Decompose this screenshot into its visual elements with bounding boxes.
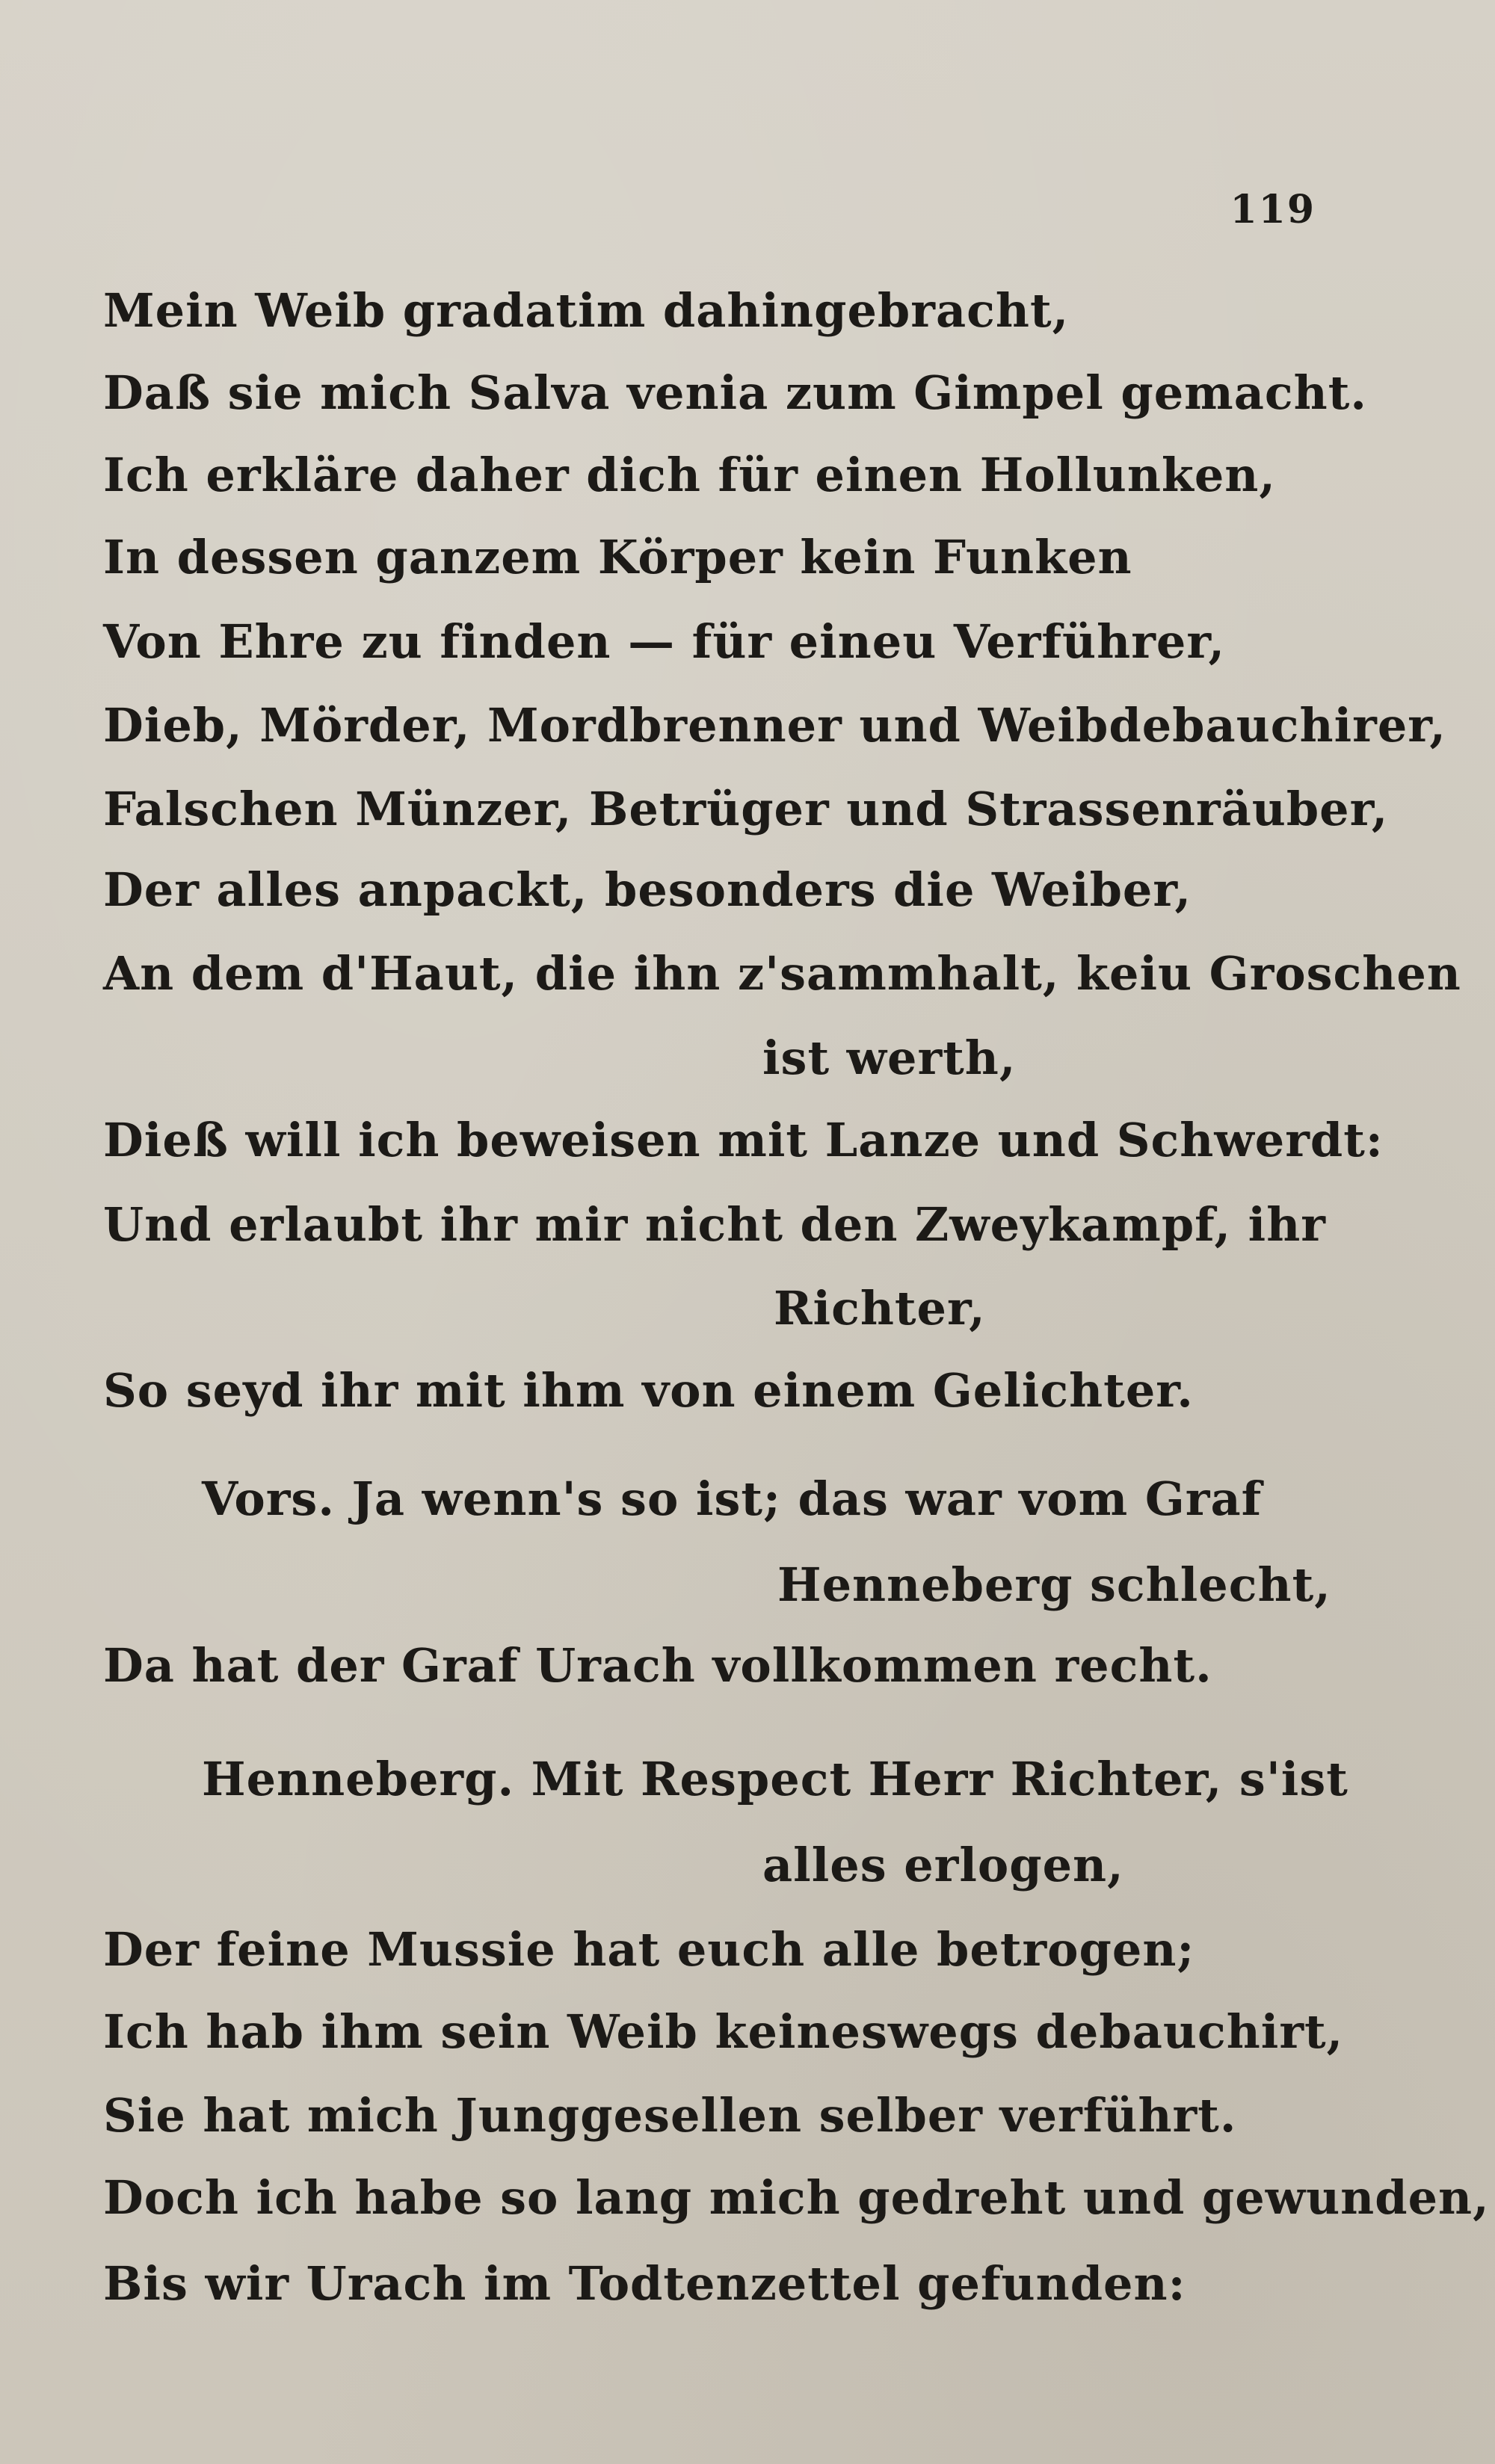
text-line: Ich hab ihm sein Weib keineswegs debauchirt, [103,2004,1344,2059]
text-line: So seyd ihr mit ihm von einem Gelichter. [103,1363,1194,1418]
text-line: Mein Weib gradatim dahingebracht, [103,283,1070,338]
text-line: Daß sie mich Salva venia zum Gimpel gemacht. [103,365,1367,420]
text-line: Dieß will ich beweisen mit Lanze und Schwerdt: [103,1113,1384,1167]
speaker-line: Vors. Ja wenn's so ist; das war vom Graf [202,1472,1263,1526]
text-line: Sie hat mich Junggesellen selber verführt. [103,2088,1237,2143]
text-line: Doch ich habe so lang mich gedreht und gewunden, [103,2170,1490,2225]
text-line-continuation: alles erlogen, [762,1838,1124,1892]
text-line: Dieb, Mörder, Mordbrenner und Weibdebauchirer, [103,698,1447,753]
text-line: An dem d'Haut, die ihn z'sammhalt, keiu Groschen [103,946,1461,1001]
text-line: Von Ehre zu finden — für eineu Verführer, [103,614,1226,669]
text-line: Der alles anpackt, besonders die Weiber, [103,862,1192,917]
text-line-continuation: Richter, [774,1281,986,1336]
text-line: Der feine Mussie hat euch alle betrogen; [103,1922,1195,1977]
text-line: Ich erkläre daher dich für einen Hollunken, [103,448,1276,502]
page-number: 119 [1230,187,1316,232]
text-line-continuation: Henneberg schlecht, [777,1557,1331,1612]
text-line: Bis wir Urach im Todtenzettel gefunden: [103,2256,1186,2311]
text-line: In dessen ganzem Körper kein Funken [103,530,1132,584]
text-line-continuation: ist werth, [762,1031,1017,1085]
speaker-line: Henneberg. Mit Respect Herr Richter, s'ist [202,1752,1348,1806]
text-line: Falschen Münzer, Betrüger und Strassenräuber, [103,782,1389,836]
text-line: Und erlaubt ihr mir nicht den Zweykampf, ihr [103,1197,1326,1252]
text-line: Da hat der Graf Urach vollkommen recht. [103,1638,1212,1693]
